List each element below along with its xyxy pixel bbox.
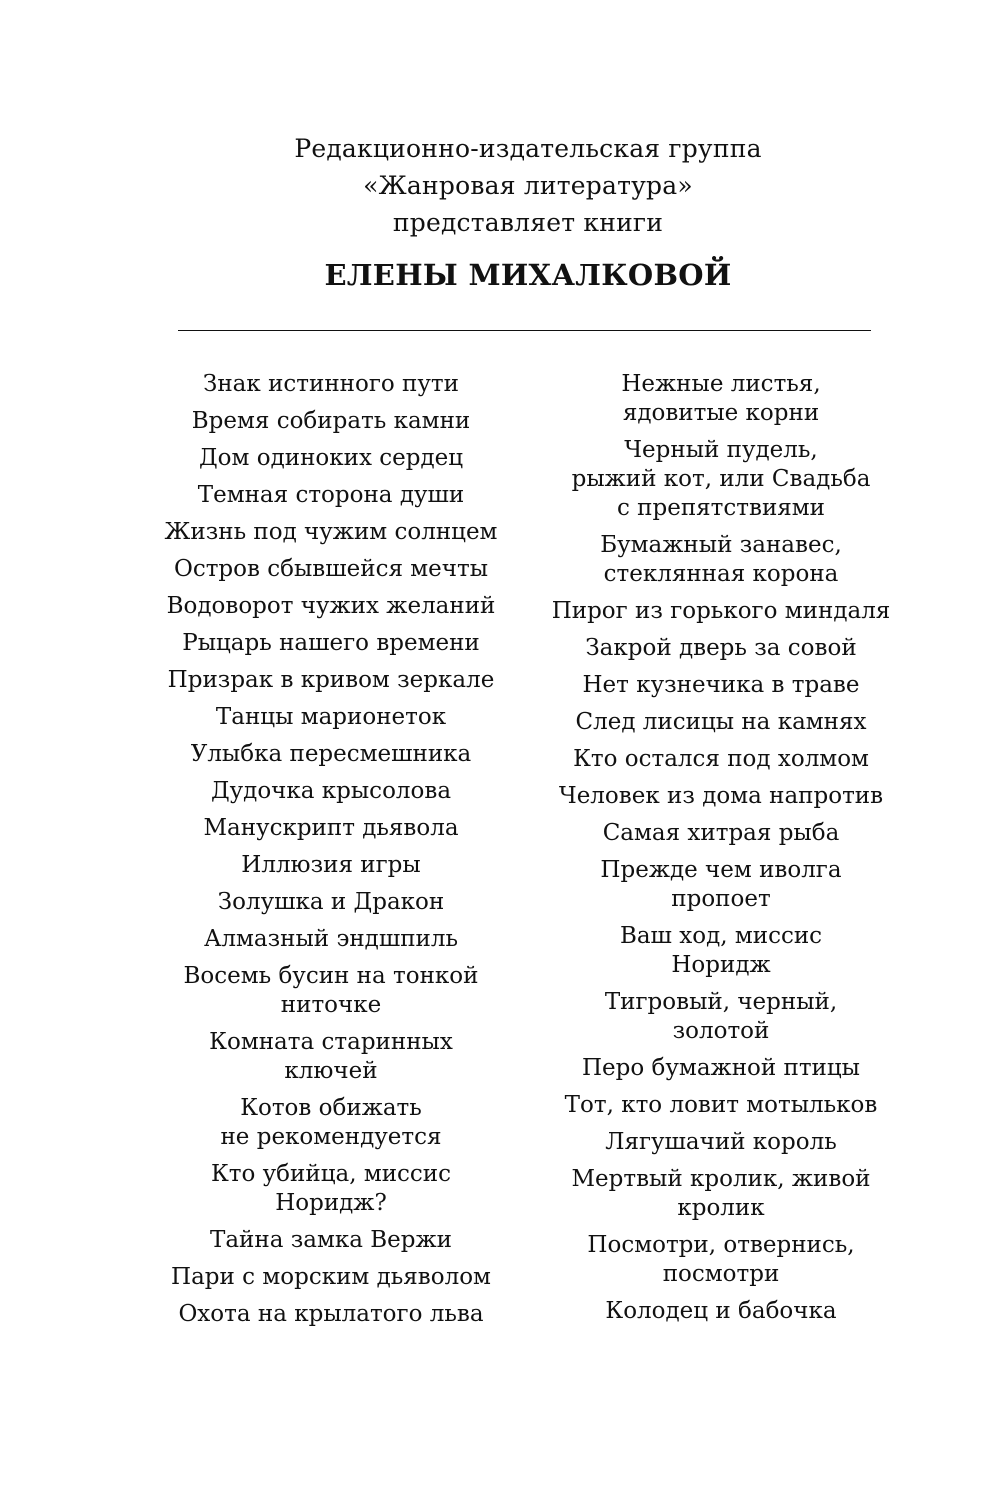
book-title xyxy=(150,1263,512,1292)
book-title-line: Ваш ход, миссис xyxy=(619,923,823,949)
book-title-line: Комната старинных xyxy=(209,1029,453,1055)
book-title-line: Котов обижать xyxy=(240,1095,422,1121)
book-title-line: Темная сторона души xyxy=(197,482,465,508)
book-title xyxy=(540,1165,902,1223)
book-title-line: Водоворот чужих желаний xyxy=(166,593,496,619)
divider-rule xyxy=(178,330,871,331)
book-title-line: Прежде чем иволга xyxy=(600,857,842,883)
book-title xyxy=(540,782,902,811)
book-title-line: Дом одиноких сердец xyxy=(198,445,464,471)
book-title xyxy=(150,407,512,436)
book-title-line: Норидж? xyxy=(275,1190,387,1216)
book-title xyxy=(150,888,512,917)
publisher-line-3: представляет книги xyxy=(392,208,664,237)
book-title-line: Манускрипт дьявола xyxy=(203,815,459,841)
book-title-line: Нет кузнечика в траве xyxy=(582,672,860,698)
book-title-line: кролик xyxy=(677,1195,765,1221)
book-title xyxy=(150,370,512,399)
book-title-line: посмотри xyxy=(662,1261,780,1287)
book-title xyxy=(540,370,902,428)
book-title-line: Закрой дверь за совой xyxy=(585,635,857,661)
book-title-line: Кто остался под холмом xyxy=(573,746,869,772)
book-title-line: След лисицы на камнях xyxy=(575,709,867,735)
book-title-line: рыжий кот, или Свадьба xyxy=(571,466,871,492)
book-title-line: Пирог из горького миндаля xyxy=(551,598,891,624)
book-title-line: не рекомендуется xyxy=(220,1124,442,1150)
book-title-line: Золушка и Дракон xyxy=(217,889,445,915)
book-title-line: Время собирать камни xyxy=(191,408,471,434)
book-title xyxy=(540,819,902,848)
book-title xyxy=(540,436,902,523)
book-title xyxy=(150,518,512,547)
book-title xyxy=(150,629,512,658)
book-title-line: Призрак в кривом зеркале xyxy=(167,667,495,693)
book-title-line: Норидж xyxy=(671,952,771,978)
publisher-line-2: «Жанровая литература» xyxy=(363,171,693,200)
book-title-line: Тайна замка Вержи xyxy=(209,1227,452,1253)
book-title xyxy=(540,745,902,774)
book-title xyxy=(540,531,902,589)
book-title-line: Нежные листья, xyxy=(621,371,821,397)
book-title-line: Улыбка пересмешника xyxy=(190,741,472,767)
left-title-list xyxy=(150,370,512,1337)
book-title xyxy=(150,555,512,584)
book-title-line: Перо бумажной птицы xyxy=(582,1055,860,1081)
publisher-line-1: Редакционно-издательская группа xyxy=(294,134,762,163)
book-title-line: ниточке xyxy=(280,992,382,1018)
book-title xyxy=(150,962,512,1020)
book-title xyxy=(150,592,512,621)
book-title xyxy=(540,922,902,980)
book-title-line: Самая хитрая рыба xyxy=(602,820,840,846)
book-title xyxy=(150,666,512,695)
book-title xyxy=(150,814,512,843)
book-title-line: Алмазный эндшпиль xyxy=(204,926,458,952)
book-title xyxy=(540,988,902,1046)
book-title xyxy=(540,634,902,663)
book-title-line: Рыцарь нашего времени xyxy=(182,630,480,656)
book-title-line: пропоет xyxy=(671,886,771,912)
book-title-line: Тигровый, черный, xyxy=(604,989,838,1015)
book-title-line: Иллюзия игры xyxy=(241,852,421,878)
book-title-line: с препятствиями xyxy=(616,495,826,521)
right-title-list xyxy=(540,370,902,1334)
book-title-line: Колодец и бабочка xyxy=(605,1298,837,1324)
book-title-line: Остров сбывшейся мечты xyxy=(173,556,489,582)
book-title-line: Человек из дома напротив xyxy=(558,783,884,809)
publisher-intro xyxy=(178,130,878,241)
book-title-line: стеклянная корона xyxy=(603,561,839,587)
book-title-line: Танцы марионеток xyxy=(215,704,447,730)
book-title-line: ключей xyxy=(284,1058,378,1084)
book-title xyxy=(150,444,512,473)
book-title xyxy=(150,1300,512,1329)
book-title-line: Пари с морским дьяволом xyxy=(171,1264,491,1290)
book-title xyxy=(540,856,902,914)
book-title xyxy=(540,671,902,700)
book-title xyxy=(150,1028,512,1086)
author-name: ЕЛЕНЫ МИХАЛКОВОЙ xyxy=(324,258,732,292)
book-title-line: Жизнь под чужим солнцем xyxy=(164,519,498,545)
book-title xyxy=(150,481,512,510)
book-title-line: Кто убийца, миссис xyxy=(210,1161,452,1187)
book-title xyxy=(150,740,512,769)
book-title xyxy=(150,703,512,732)
book-title-line: золотой xyxy=(672,1018,770,1044)
book-title xyxy=(150,1160,512,1218)
book-title-line: Дудочка крысолова xyxy=(210,778,452,804)
book-title xyxy=(540,708,902,737)
book-title xyxy=(150,925,512,954)
book-title xyxy=(540,1128,902,1157)
book-title-line: Бумажный занавес, xyxy=(600,532,842,558)
book-title xyxy=(150,1094,512,1152)
book-title-line: Охота на крылатого льва xyxy=(178,1301,484,1327)
book-title-line: Посмотри, отвернись, xyxy=(587,1232,855,1258)
book-title xyxy=(150,1226,512,1255)
book-title-line: Мертвый кролик, живой xyxy=(571,1166,871,1192)
book-title-line: Тот, кто ловит мотыльков xyxy=(564,1092,878,1118)
book-title xyxy=(540,1054,902,1083)
book-title-line: ядовитые корни xyxy=(622,400,820,426)
book-title-line: Лягушачий король xyxy=(605,1129,837,1155)
book-title xyxy=(150,851,512,880)
book-title xyxy=(540,1231,902,1289)
book-title xyxy=(540,1091,902,1120)
book-title-line: Знак истинного пути xyxy=(203,371,459,397)
book-title xyxy=(540,597,902,626)
book-title-line: Черный пудель, xyxy=(624,437,818,463)
book-title xyxy=(150,777,512,806)
book-title xyxy=(540,1297,902,1326)
book-title-line: Восемь бусин на тонкой xyxy=(183,963,479,989)
